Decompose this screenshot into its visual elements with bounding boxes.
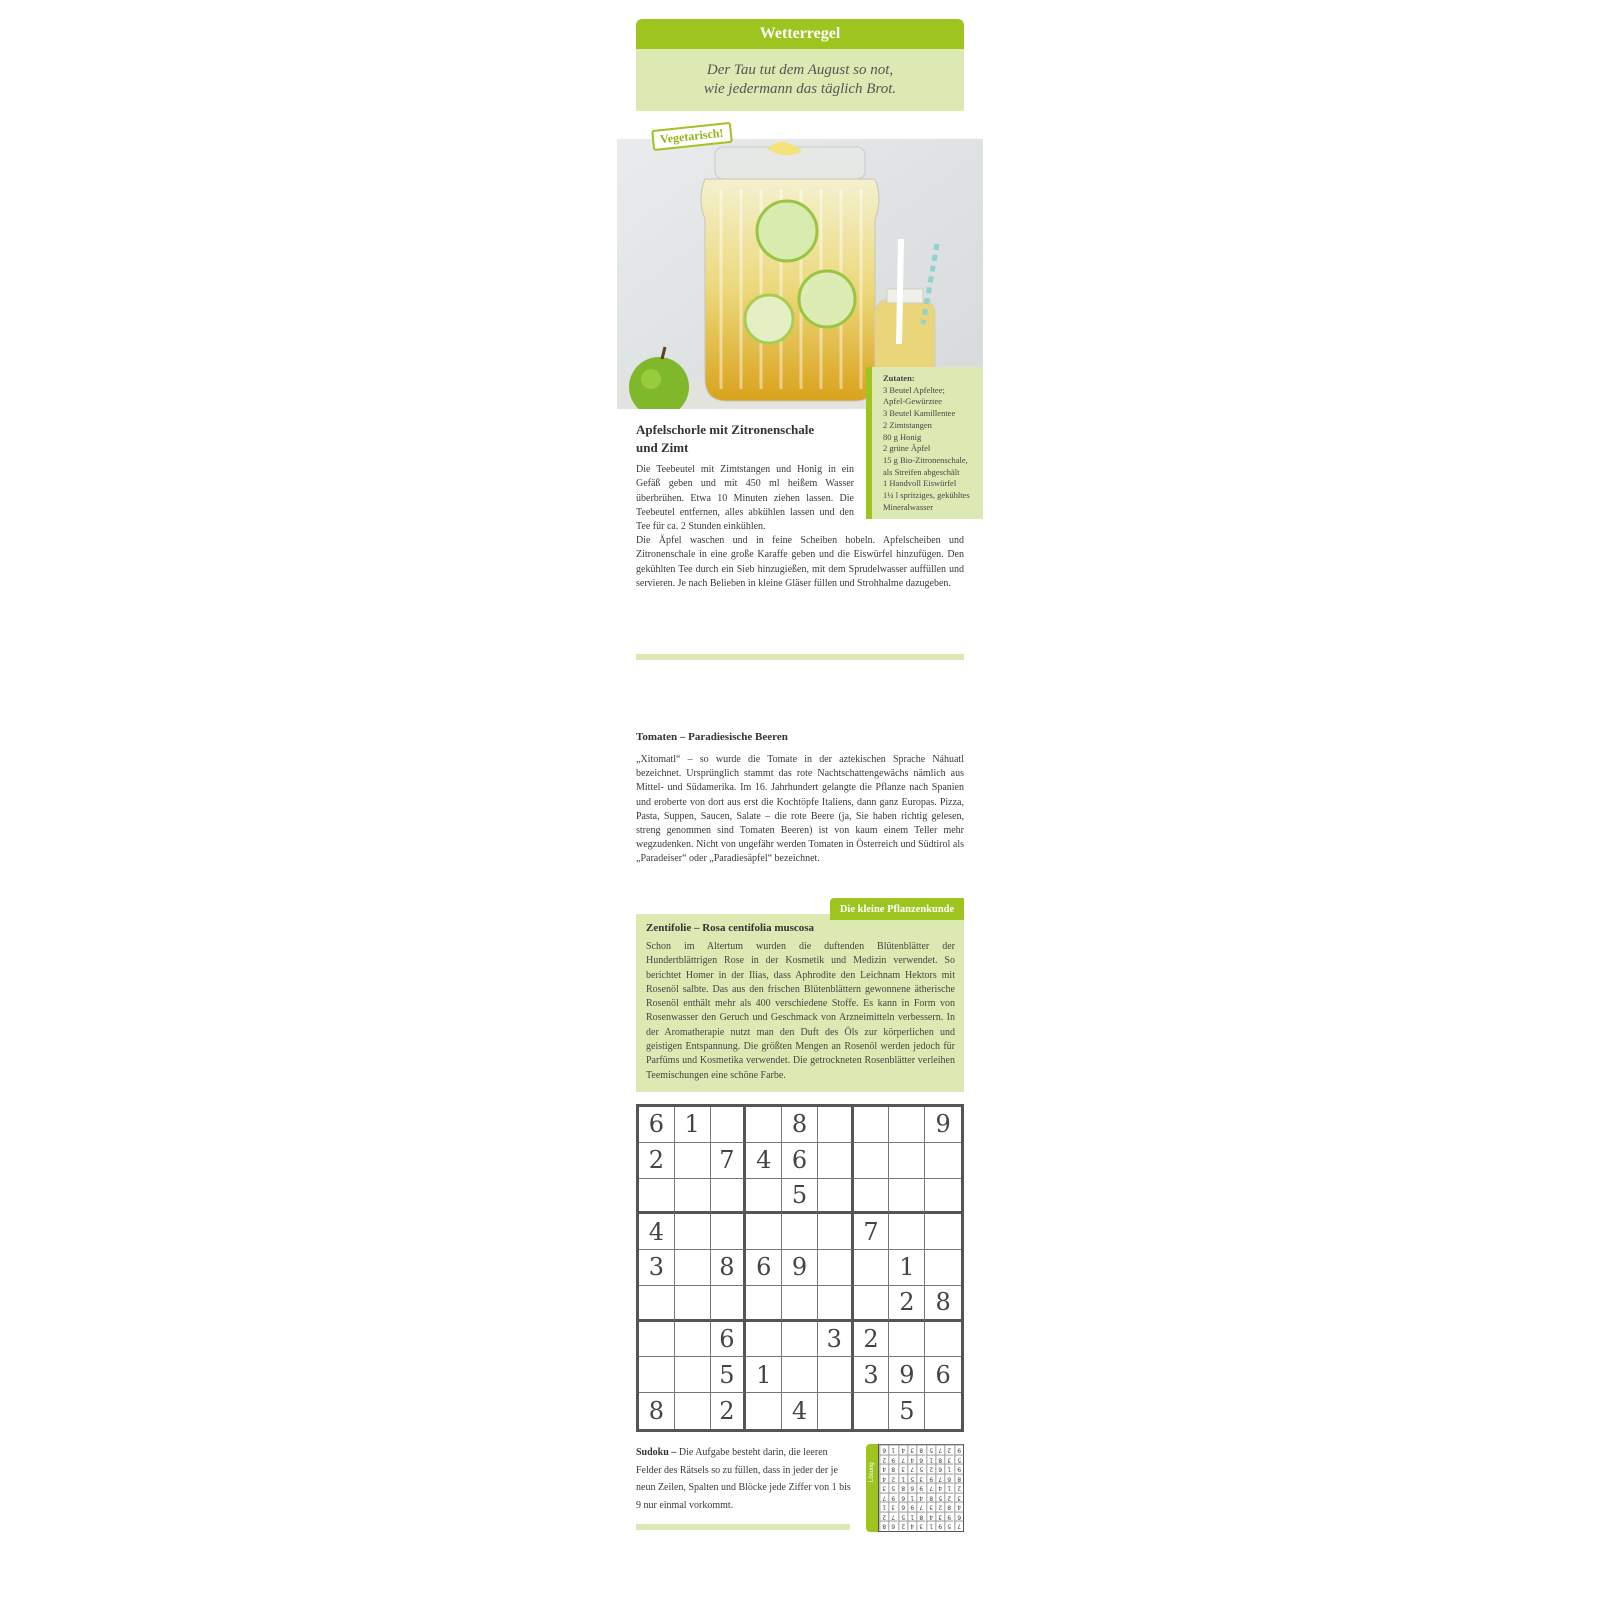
solution-cell: 5 <box>916 1464 925 1474</box>
solution-cell: 8 <box>888 1464 897 1474</box>
ingredient-item: 15 g Bio-Zitronenschale, <box>883 454 968 465</box>
sudoku-cell[interactable] <box>746 1107 782 1143</box>
sudoku-cell[interactable] <box>639 1286 675 1322</box>
sudoku-instructions <box>636 1444 851 1514</box>
divider <box>636 1524 850 1530</box>
sudoku-cell[interactable] <box>746 1393 782 1429</box>
sudoku-cell[interactable]: 2 <box>711 1393 747 1429</box>
ingredient-item: 3 Beutel Kamillentee <box>883 408 956 419</box>
sudoku-cell[interactable] <box>675 1322 711 1358</box>
solution-cell: 9 <box>944 1512 953 1522</box>
solution-cell: 6 <box>898 1493 907 1503</box>
sudoku-cell[interactable] <box>925 1179 961 1215</box>
solution-cell: 8 <box>954 1474 963 1484</box>
solution-cell: 3 <box>907 1445 916 1455</box>
ingredient-item: Mineralwasser <box>883 501 934 512</box>
solution-cell: 1 <box>907 1493 916 1503</box>
solution-tab <box>866 1444 878 1532</box>
solution-cell: 3 <box>898 1464 907 1474</box>
ingredient-item: 80 g Honig <box>883 431 922 442</box>
sudoku-cell[interactable] <box>675 1393 711 1429</box>
solution-label: Lösung <box>869 1462 875 1482</box>
sudoku-cell[interactable] <box>889 1179 925 1215</box>
sudoku-label: Sudoku – <box>636 1447 677 1458</box>
solution-cell: 9 <box>907 1502 916 1512</box>
solution-cell: 5 <box>907 1474 916 1484</box>
weather-rule-header <box>636 19 964 49</box>
sudoku-cell[interactable]: 8 <box>711 1250 747 1286</box>
sudoku-cell[interactable]: 1 <box>746 1357 782 1393</box>
ingredients-accent-bar <box>866 367 872 519</box>
solution-cell: 2 <box>879 1512 888 1522</box>
sudoku-cell[interactable] <box>925 1250 961 1286</box>
sudoku-cell[interactable]: 7 <box>854 1214 890 1250</box>
solution-cell: 7 <box>935 1445 944 1455</box>
sudoku-cell[interactable] <box>746 1322 782 1358</box>
sudoku-cell[interactable] <box>818 1357 854 1393</box>
sudoku-cell[interactable]: 3 <box>854 1357 890 1393</box>
sudoku-cell[interactable]: 4 <box>746 1143 782 1179</box>
sudoku-cell[interactable] <box>889 1107 925 1143</box>
sudoku-cell[interactable]: 5 <box>889 1393 925 1429</box>
solution-cell: 5 <box>888 1483 897 1493</box>
solution-cell: 2 <box>944 1493 953 1503</box>
sudoku-cell[interactable] <box>711 1214 747 1250</box>
tomato-article-title: Tomaten – Paradiesische Beeren <box>636 731 788 743</box>
ingredient-item: als Streifen abgeschält <box>883 466 960 477</box>
sudoku-cell[interactable] <box>746 1214 782 1250</box>
plant-info-tag: Die kleine Pflanzenkunde <box>830 898 964 920</box>
solution-cell: 6 <box>898 1502 907 1512</box>
sudoku-cell[interactable]: 2 <box>854 1322 890 1358</box>
sudoku-cell[interactable]: 9 <box>925 1107 961 1143</box>
solution-cell: 1 <box>944 1464 953 1474</box>
solution-cell: 9 <box>926 1474 935 1484</box>
sudoku-cell[interactable] <box>675 1250 711 1286</box>
solution-cell: 3 <box>916 1521 925 1531</box>
sudoku-cell[interactable] <box>925 1214 961 1250</box>
sudoku-cell[interactable]: 6 <box>925 1357 961 1393</box>
solution-cell: 8 <box>879 1521 888 1531</box>
ingredient-item: 1 Handvoll Eiswürfel <box>883 478 957 489</box>
solution-cell: 7 <box>954 1521 963 1531</box>
sudoku-cell[interactable] <box>782 1322 818 1358</box>
recipe-title-line1: Apfelschorle mit Zitronenschale <box>636 422 815 437</box>
sudoku-cell[interactable]: 6 <box>746 1250 782 1286</box>
ingredient-item: 2 grüne Äpfel <box>883 443 931 454</box>
solution-cell: 9 <box>954 1445 963 1455</box>
sudoku-cell[interactable] <box>889 1322 925 1358</box>
solution-cell: 5 <box>935 1493 944 1503</box>
solution-cell: 6 <box>916 1455 925 1465</box>
solution-cell: 7 <box>916 1502 925 1512</box>
sudoku-cell[interactable] <box>639 1322 675 1358</box>
solution-cell: 1 <box>926 1521 935 1531</box>
sudoku-cell[interactable] <box>925 1143 961 1179</box>
solution-cell: 5 <box>926 1445 935 1455</box>
sudoku-cell[interactable] <box>639 1179 675 1215</box>
sudoku-cell[interactable] <box>639 1357 675 1393</box>
solution-cell: 1 <box>944 1483 953 1493</box>
tomato-article-text: „Xitomatl“ – so wurde die Tomate in der aztekischen Sprache Náhuatl bezeichnet. Ursprünglich stammt das rote Nachtschattengewächs nämlich aus Mittel- und Südamerika. Im 16. Jahrhundert gelangte die Pflanze nach Spanien und eroberte von dort aus erst die Kochtöpfe Italiens, dann ganz Europas. Pizza, Pasta, Suppen, Saucen, Salate – die rote Beere (ja, Sie haben richtig gelesen, streng genommen sind Tomaten Beeren) ist von kaum einem Teller mehr wegzudenken. Nicht von ungefähr werden Tomaten in Österreich und Südtirol als „Paradeiser“ oder „Paradiesäpfel“ bezeichnet. <box>636 754 964 865</box>
solution-cell: 2 <box>898 1521 907 1531</box>
sudoku-cell[interactable] <box>818 1286 854 1322</box>
sudoku-cell[interactable] <box>818 1179 854 1215</box>
sudoku-cell[interactable] <box>675 1143 711 1179</box>
solution-cell: 7 <box>926 1483 935 1493</box>
solution-cell: 4 <box>916 1493 925 1503</box>
solution-cell: 2 <box>926 1464 935 1474</box>
sudoku-cell[interactable]: 4 <box>782 1393 818 1429</box>
solution-cell: 6 <box>888 1521 897 1531</box>
solution-cell: 4 <box>954 1502 963 1512</box>
solution-cell: 9 <box>916 1483 925 1493</box>
sudoku-cell[interactable]: 9 <box>889 1357 925 1393</box>
sudoku-cell[interactable] <box>854 1143 890 1179</box>
weather-rule-line1: Der Tau tut dem August so not, <box>706 62 894 78</box>
ingredients-title: Zutaten: <box>883 373 915 383</box>
solution-cell: 2 <box>935 1502 944 1512</box>
solution-cell: 8 <box>916 1445 925 1455</box>
plant-info-text: Schon im Altertum wurden die duftenden Blütenblätter der Hundertblättrigen Rose in der Kosmetik und Medizin verwendet. So berichtet Homer in der Ilias, dass Aphrodite den Leichnam Hektors mit Rosenöl salbte. Das aus den frischen Blütenblättern gewonnene ätherische Rosenöl enthält mehr als 400 verschiedene Stoffe. Es kann in Form von Rosenwasser den Geruch und Geschmack von Arzneimitteln verbessern. In der Aromatherapie nutzt man den Duft des Öls zur körperlichen und geistigen Entspannung. Die größten Mengen an Rosenöl werden jedoch für Parfüms und Kosmetika verwendet. Die getrockneten Rosenblätter verleihen Teemischungen eine schöne Farbe. <box>646 941 955 1081</box>
sudoku-cell[interactable] <box>854 1179 890 1215</box>
sudoku-cell[interactable] <box>854 1250 890 1286</box>
solution-cell: 9 <box>888 1455 897 1465</box>
solution-cell: 2 <box>888 1474 897 1484</box>
sudoku-cell[interactable]: 1 <box>675 1107 711 1143</box>
sudoku-cell[interactable] <box>782 1214 818 1250</box>
sudoku-instructions-text: Die Aufgabe besteht darin, die leeren Felder des Rätsels so zu füllen, dass in jeder der je neun Zeilen, Spalten und Blöcke jede Ziffer von 1 bis 9 nur einmal vorkommt. <box>636 1447 851 1511</box>
sudoku-cell[interactable] <box>711 1179 747 1215</box>
weather-rule-line2: wie jedermann das täglich Brot. <box>703 81 897 97</box>
solution-cell: 6 <box>879 1445 888 1455</box>
solution-cell: 3 <box>926 1502 935 1512</box>
solution-cell: 3 <box>944 1455 953 1465</box>
sudoku-cell[interactable] <box>675 1286 711 1322</box>
ingredients-box <box>866 367 983 519</box>
sudoku-cell[interactable] <box>782 1357 818 1393</box>
sudoku-cell[interactable] <box>925 1393 961 1429</box>
sudoku-cell[interactable] <box>889 1214 925 1250</box>
sudoku-cell[interactable] <box>711 1107 747 1143</box>
sudoku-solution-grid <box>878 1444 964 1532</box>
solution-cell: 1 <box>926 1455 935 1465</box>
solution-cell: 1 <box>879 1502 888 1512</box>
ingredient-item: Apfel-Gewürztee <box>883 396 942 407</box>
recipe-instructions-1: Die Teebeutel mit Zimtstangen und Honig in ein Gefäß geben und mit 450 ml heißem Wasser überbrühen. Etwa 10 Minuten ziehen lassen. Die Teebeutel entfernen, alles abkühlen lassen und den Tee für ca. 2 Stunden einkühlen. <box>636 464 854 533</box>
solution-cell: 3 <box>879 1483 888 1493</box>
solution-cell: 9 <box>954 1464 963 1474</box>
solution-cell: 7 <box>898 1455 907 1465</box>
recipe-title <box>636 421 856 457</box>
sudoku-cell[interactable] <box>818 1143 854 1179</box>
sudoku-cell[interactable] <box>711 1286 747 1322</box>
solution-cell: 6 <box>954 1512 963 1522</box>
sudoku-cell[interactable] <box>782 1286 818 1322</box>
vegetarian-badge: Vegetarisch! <box>651 122 732 151</box>
solution-cell: 4 <box>926 1512 935 1522</box>
sudoku-cell[interactable]: 5 <box>711 1357 747 1393</box>
solution-cell: 5 <box>898 1512 907 1522</box>
sudoku-cell[interactable] <box>818 1393 854 1429</box>
solution-cell: 9 <box>935 1521 944 1531</box>
sudoku-cell[interactable]: 3 <box>639 1250 675 1286</box>
sudoku-cell[interactable]: 1 <box>889 1250 925 1286</box>
sudoku-cell[interactable]: 7 <box>711 1143 747 1179</box>
solution-cell: 8 <box>926 1493 935 1503</box>
recipe-title-line2: und Zimt <box>636 440 689 455</box>
solution-cell: 1 <box>907 1512 916 1522</box>
sudoku-cell[interactable] <box>675 1214 711 1250</box>
solution-cell: 2 <box>944 1445 953 1455</box>
solution-cell: 7 <box>879 1493 888 1503</box>
ingredient-item: 2 Zimtstangen <box>883 419 932 430</box>
sudoku-cell[interactable] <box>675 1179 711 1215</box>
solution-cell: 4 <box>907 1521 916 1531</box>
sudoku-cell[interactable]: 6 <box>711 1322 747 1358</box>
sudoku-cell[interactable] <box>854 1286 890 1322</box>
sudoku-cell[interactable]: 5 <box>782 1179 818 1215</box>
sudoku-cell[interactable]: 2 <box>639 1143 675 1179</box>
sudoku-cell[interactable] <box>746 1286 782 1322</box>
sudoku-cell[interactable] <box>854 1393 890 1429</box>
sudoku-cell[interactable] <box>818 1250 854 1286</box>
solution-cell: 8 <box>898 1483 907 1493</box>
solution-cell: 1 <box>898 1474 907 1484</box>
sudoku-cell[interactable] <box>675 1357 711 1393</box>
solution-cell: 2 <box>954 1483 963 1493</box>
solution-cell: 8 <box>935 1455 944 1465</box>
sudoku-cell[interactable]: 3 <box>818 1322 854 1358</box>
sudoku-cell[interactable]: 6 <box>782 1143 818 1179</box>
solution-cell: 7 <box>888 1512 897 1522</box>
sudoku-cell[interactable]: 8 <box>925 1286 961 1322</box>
solution-cell: 3 <box>888 1502 897 1512</box>
ingredient-item: 3 Beutel Apfeltee; <box>883 384 945 395</box>
sudoku-cell[interactable]: 8 <box>782 1107 818 1143</box>
solution-cell: 4 <box>879 1464 888 1474</box>
solution-cell: 2 <box>879 1455 888 1465</box>
solution-cell: 4 <box>907 1455 916 1465</box>
recipe-instructions-2: Die Äpfel waschen und in feine Scheiben hobeln. Apfelscheiben und Zitronenschale in eine große Karaffe geben und die Eiswürfel hinzufügen. Den gekühlten Tee durch ein Sieb hinzugießen, mit dem Sprudelwasser auffüllen und servieren. Je nach Belieben in kleine Gläser füllen und Strohhalme dazugeben. <box>636 535 964 589</box>
ingredient-item: 1¼ l spritziges, gekühltes <box>883 490 970 501</box>
sudoku-cell[interactable] <box>818 1107 854 1143</box>
divider <box>636 654 964 660</box>
sudoku-cell[interactable]: 6 <box>639 1107 675 1143</box>
sudoku-cell[interactable]: 2 <box>889 1286 925 1322</box>
plant-info-title: Zentifolie – Rosa centifolia muscosa <box>646 922 815 934</box>
weather-rule-box <box>636 49 964 111</box>
solution-cell: 7 <box>935 1474 944 1484</box>
solution-cell: 3 <box>916 1474 925 1484</box>
sudoku-cell[interactable] <box>889 1143 925 1179</box>
solution-cell: 4 <box>898 1445 907 1455</box>
sudoku-cell[interactable]: 8 <box>639 1393 675 1429</box>
solution-cell: 8 <box>916 1512 925 1522</box>
solution-cell: 6 <box>944 1474 953 1484</box>
weather-rule-title: Wetterregel <box>759 25 841 42</box>
solution-cell: 5 <box>944 1521 953 1531</box>
sudoku-cell[interactable] <box>925 1322 961 1358</box>
sudoku-cell[interactable] <box>818 1214 854 1250</box>
solution-cell: 6 <box>935 1464 944 1474</box>
solution-cell: 4 <box>935 1483 944 1493</box>
sudoku-cell[interactable]: 9 <box>782 1250 818 1286</box>
solution-cell: 1 <box>888 1445 897 1455</box>
sudoku-cell[interactable] <box>746 1179 782 1215</box>
sudoku-grid <box>636 1104 964 1432</box>
solution-cell: 8 <box>944 1502 953 1512</box>
solution-cell: 5 <box>954 1455 963 1465</box>
solution-cell: 6 <box>907 1483 916 1493</box>
solution-cell: 3 <box>954 1493 963 1503</box>
ingredients-list <box>883 373 981 513</box>
solution-cell: 7 <box>907 1464 916 1474</box>
solution-cell: 9 <box>888 1493 897 1503</box>
sudoku-cell[interactable] <box>854 1107 890 1143</box>
solution-cell: 4 <box>879 1474 888 1484</box>
sudoku-cell[interactable]: 4 <box>639 1214 675 1250</box>
solution-cell: 3 <box>935 1512 944 1522</box>
